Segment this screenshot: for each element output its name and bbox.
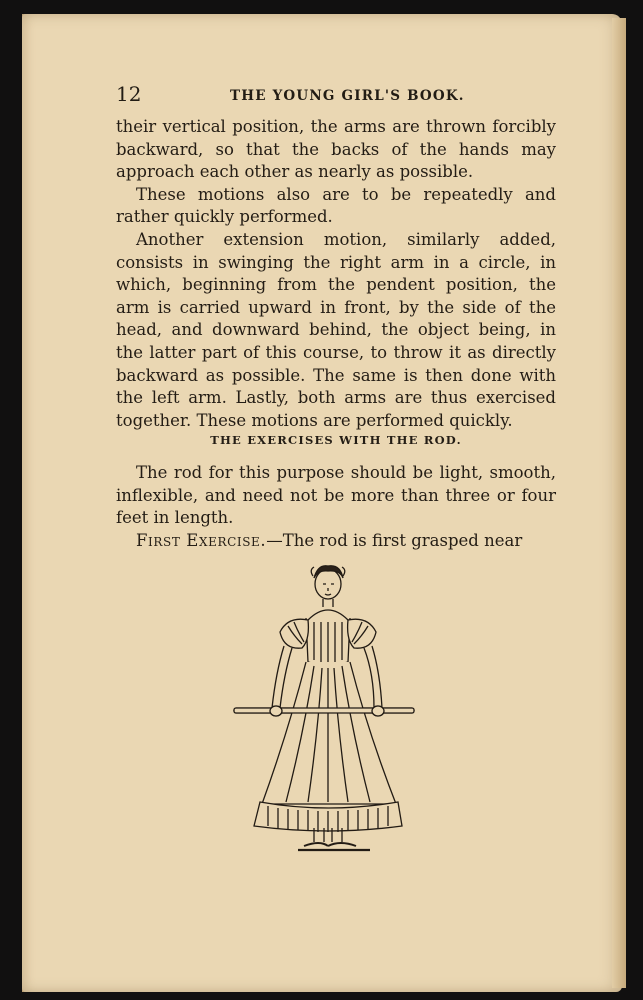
paragraph: The rod for this purpose should be light, smooth, inflexible, and need not be more than three or four feet in length. (116, 463, 556, 528)
section-text (116, 462, 556, 552)
paragraph: These motions also are to be repeatedly and rather quickly performed. (116, 184, 556, 227)
paragraph: their vertical position, the arms are thrown forcibly backward, so that the backs of the hands may approach each other as nearly as possible. (116, 117, 556, 182)
paragraph (116, 530, 556, 553)
paragraph-text: —The rod is first grasped near (266, 530, 523, 550)
exercise-label: First Exercise. (136, 530, 267, 550)
body-text (116, 116, 556, 432)
page-header (0, 82, 643, 112)
paragraph: Another extension motion, similarly added, consists in swinging the right arm in a circle, in which, beginning from the pendent position, the arm is carried upward in front, by the side of the head, and downward behind, the object being, in the latter part of this course, to throw it as directly backward as possible. The same is then done with the left arm. Lastly, both arms are thus exercised together. These motions are performed quickly. (116, 229, 556, 430)
section-heading: THE EXERCISES WITH THE ROD. (210, 433, 462, 447)
page-number: 12 (116, 82, 142, 106)
girl-with-rod-illustration (228, 562, 418, 858)
running-head: THE YOUNG GIRL'S BOOK. (230, 88, 465, 104)
page-right-edge (612, 18, 626, 988)
illustration-svg (228, 562, 418, 858)
